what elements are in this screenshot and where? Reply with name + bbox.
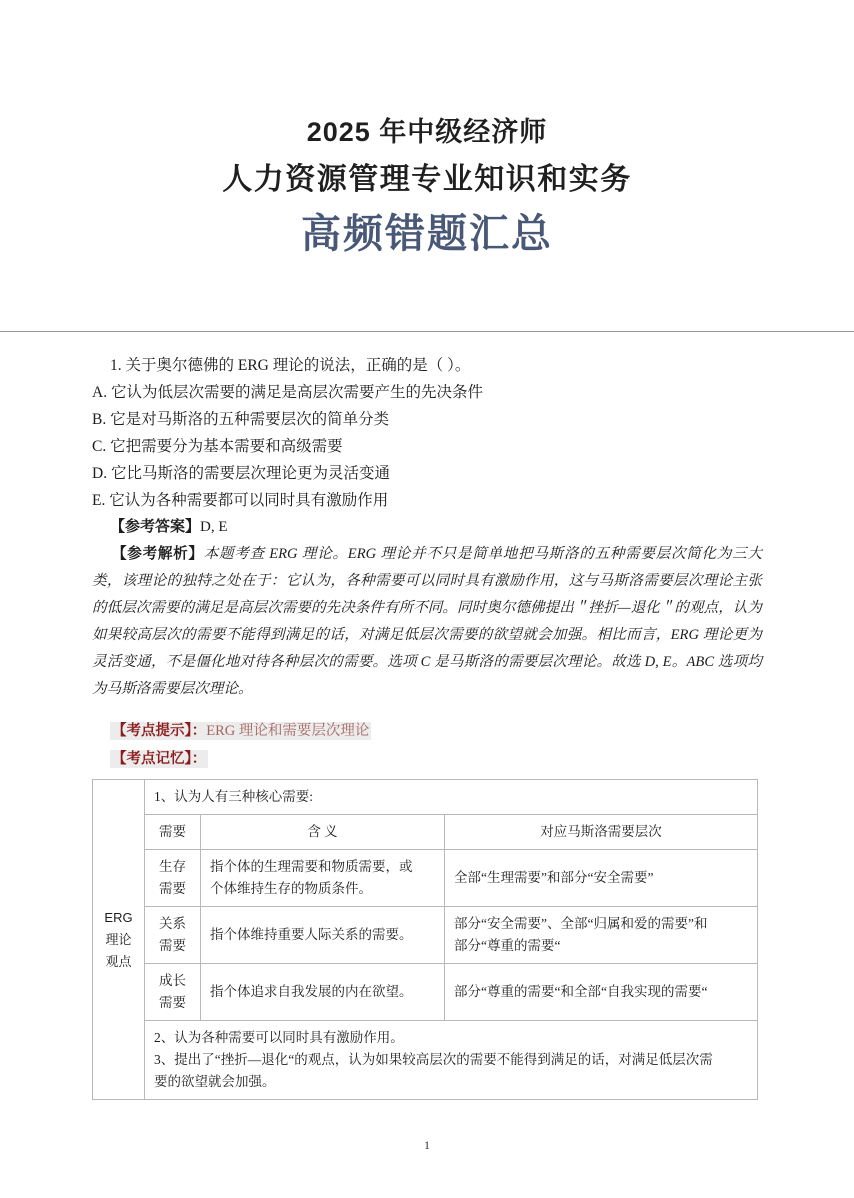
key-point-tip-text: ERG 理论和需要层次理论 [206, 723, 370, 739]
question-option-b: B. 它是对马斯洛的五种需要层次的简单分类 [92, 411, 390, 428]
table-cell-mapping [445, 850, 758, 907]
need-line-2: 需要 [159, 938, 186, 953]
mapping-line-2: 部分“尊重的需要“ [454, 938, 561, 953]
question-stem: 1. 关于奥尔德佛的 ERG 理论的说法，正确的是（ ）。 [110, 357, 471, 374]
question-option-a: A. 它认为低层次需要的满足是高层次需要产生的先决条件 [92, 384, 483, 401]
table-header-mapping: 对应马斯洛需要层次 [445, 815, 758, 850]
reference-answer-value: D, E [200, 519, 228, 535]
table-row-label [93, 780, 145, 1100]
mapping-line-1: 部分“尊重的需要“和全部“自我实现的需要“ [454, 984, 708, 999]
need-line-1: 生存 [159, 859, 186, 874]
tail-line-1: 2、认为各种需要可以同时具有激励作用。 [154, 1030, 404, 1045]
erg-theory-table [92, 779, 758, 1100]
reference-analysis-label: 【参考解析】 [112, 546, 204, 562]
key-point-tip-highlight [110, 722, 371, 740]
document-title-block [0, 0, 854, 261]
need-line-2: 需要 [159, 881, 186, 896]
mapping-line-1: 部分“安全需要”、全部“归属和爱的需要”和 [454, 916, 708, 931]
table-cell-need [145, 964, 201, 1021]
table-cell-mapping [445, 964, 758, 1021]
reference-answer-row [92, 514, 762, 541]
table-cell-meaning [201, 850, 445, 907]
table-cell-mapping [445, 907, 758, 964]
table-row-tail [93, 1021, 758, 1100]
table-row [93, 964, 758, 1021]
table-cell-need [145, 907, 201, 964]
title-exam-year: 2025 年中级经济师 [306, 117, 548, 147]
title-subject: 人力资源管理专业知识和实务 [222, 163, 632, 196]
need-line-1: 成长 [159, 973, 186, 988]
meaning-line-1: 指个体维持重要人际关系的需要。 [210, 927, 413, 942]
key-point-tip-line [92, 719, 762, 743]
table-row-label-line-2: 理论 [105, 931, 132, 947]
reference-analysis-row [92, 541, 762, 703]
question-option-d: D. 它比马斯洛的需要层次理论更为灵活变通 [92, 465, 390, 482]
table-lead-text: 1、认为人有三种核心需要: [145, 780, 758, 815]
meaning-line-2: 个体维持生存的物质条件。 [210, 881, 372, 896]
tail-line-2: 3、提出了“挫折—退化“的观点，认为如果较高层次的需要不能得到满足的话，对满足低层次需 [154, 1052, 713, 1067]
table-header-row [93, 815, 758, 850]
meaning-line-1: 指个体追求自我发展的内在欲望。 [210, 984, 413, 999]
question-option-c: C. 它把需要分为基本需要和高级需要 [92, 438, 343, 455]
table-tail-text [145, 1021, 758, 1100]
table-cell-meaning [201, 964, 445, 1021]
table-row [93, 850, 758, 907]
reference-answer-label: 【参考答案】 [110, 519, 201, 535]
key-point-memory-line [92, 747, 762, 771]
header-divider [0, 331, 854, 332]
table-row-label-line-1: ERG [104, 909, 133, 925]
table-cell-meaning [201, 907, 445, 964]
key-point-memory-label: 【考点记忆】： [112, 751, 207, 767]
reference-analysis-text: 本题考查 ERG 理论。ERG 理论并不只是简单地把马斯洛的五种需要层次简化为三大类，该理论的独特之处在于：它认为，各种需要可以同时具有激励作用，这与马斯洛需要层次理论主张的低层次需要的满足是高层次需要的先决条件有所不同。同时奥尔德佛提出＂挫折—退化＂的观点，认为如果较高层次的需要不能得到满足的话，对满足低层次需要的欲望就会加强。相比而言，ERG 理论更为灵活变通，不是僵化地对待各种层次的需要。选项 C 是马斯洛的需要层次理论。故选 D, E。ABC 选项均为马斯洛需要层次理论。 [92, 546, 762, 697]
meaning-line-1: 指个体的生理需要和物质需要，或 [210, 859, 413, 874]
table-header-need: 需要 [145, 815, 201, 850]
table-cell-need [145, 850, 201, 907]
key-point-tip-label: 【考点提示】： [112, 723, 207, 739]
table-row [93, 907, 758, 964]
mapping-line-1: 全部“生理需要”和部分“安全需要” [454, 870, 654, 885]
question-option-e: E. 它认为各种需要都可以同时具有激励作用 [92, 492, 389, 509]
table-row-lead [93, 780, 758, 815]
need-line-1: 关系 [159, 916, 186, 931]
need-line-2: 需要 [159, 995, 186, 1010]
table-row-label-line-3: 观点 [105, 953, 132, 969]
table-header-meaning: 含 义 [201, 815, 445, 850]
title-main: 高频错题汇总 [301, 211, 553, 256]
tail-line-3: 要的欲望就会加强。 [154, 1074, 276, 1089]
page-number: 1 [424, 1138, 430, 1152]
key-point-memory-highlight [110, 750, 208, 768]
key-point-block [92, 719, 762, 771]
document-body [0, 352, 854, 1100]
